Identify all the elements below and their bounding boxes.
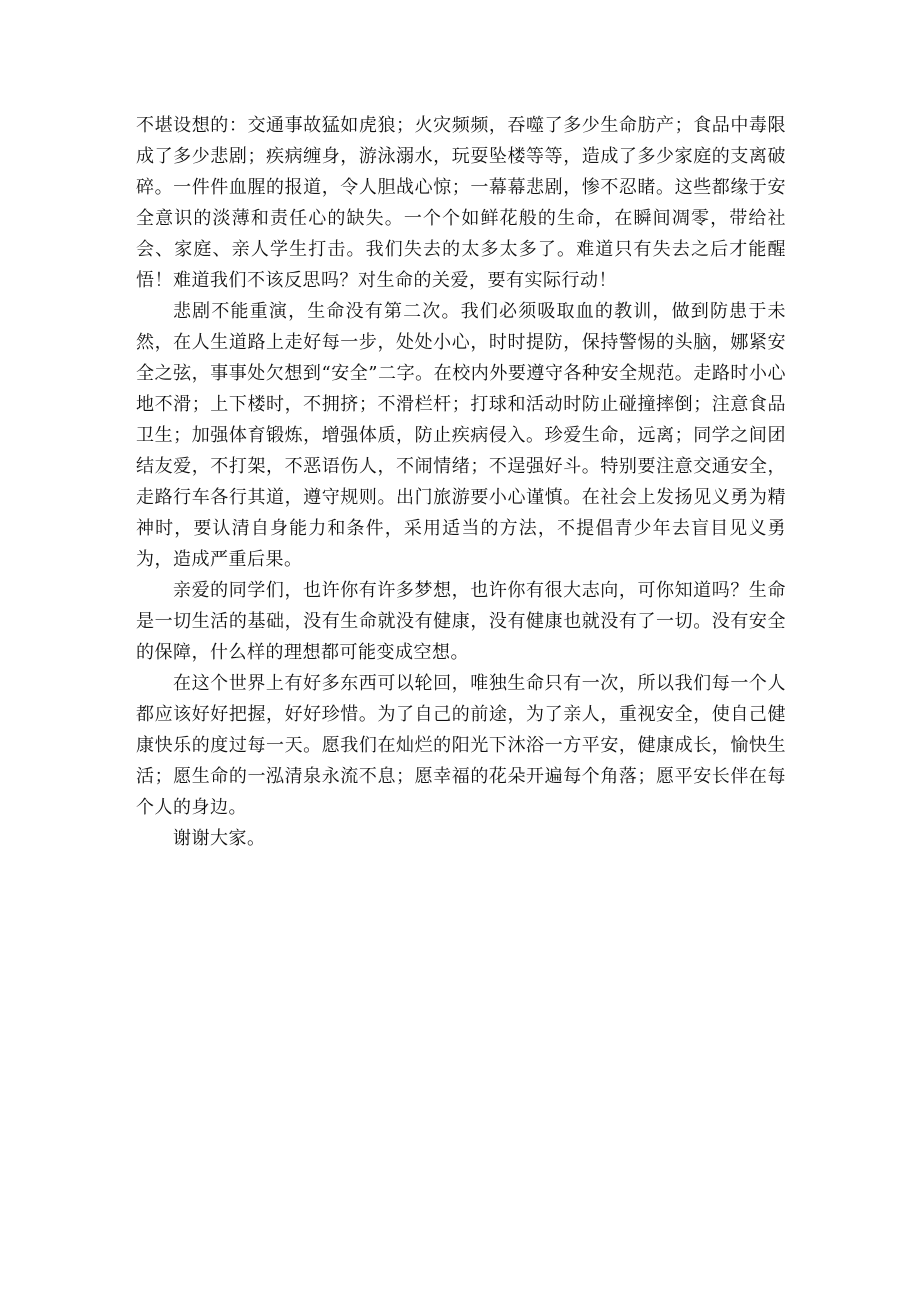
paragraph-continued: 不堪设想的：交通事故猛如虎狼；火灾频频，吞噬了多少生命肪产；食品中毒限成了多少悲剧；疾病缠身，游泳溺水，玩耍坠楼等等，造成了多少家庭的支离破碎。一件件血腥的报道，令人胆战心惊；一幕幕悲剧，惨不忍睹。这些都缘于安全意识的淡薄和责任心的缺失。一个个如鲜花般的生命，在瞬间凋零，带给社会、家庭、亲人学生打击。我们失去的太多太多了。难道只有失去之后才能醒悟！难道我们不该反思吗？对生命的关爱，要有实际行动！ [136, 115, 786, 291]
paragraph-tragedy: 悲剧不能重演，生命没有第二次。我们必须吸取血的教训，做到防患于未然，在人生道路上走好每一步，处处小心，时时提防，保持警惕的头脑，娜紧安全之弦，事事处欠想到“安全”二字。在校内外要遵守各种安全规范。走路时小心地不滑；上下楼时，不拥挤；不滑栏杆；打球和活动时防止碰撞摔倒；注意食品卫生；加强体育锻炼，增强体质，防止疾病侵入。珍爱生命，远离；同学之间团结友爱，不打架，不恶语伤人，不闹情绪；不逞强好斗。特别要注意交通安全，走路行车各行其道，遵守规则。出门旅游要小心谨慎。在社会上发扬见义勇为精神时，要认清自身能力和条件，采用适当的方法，不提倡青少年去盲目见义勇为，造成严重后果。 [136, 301, 786, 570]
paragraph-thanks: 谢谢大家。 [173, 828, 266, 849]
paragraph-dreams: 亲爱的同学们，也许你有许多梦想，也许你有很大志向，可你知道吗？生命是一切生活的基础，没有生命就没有健康，没有健康也就没有了一切。没有安全的保障，什么样的理想都可能变成空想。 [136, 580, 786, 663]
paragraph-cherish-life: 在这个世界上有好多东西可以轮回，唯独生命只有一次，所以我们每一个人都应该好好把握，好好珍惜。为了自己的前途，为了亲人，重视安全，使自己健康快乐的度过每一天。愿我们在灿烂的阳光下沐浴一方平安，健康成长，愉快生活；愿生命的一泓清泉永流不息；愿幸福的花朵开遍每个角落；愿平安长伴在每个人的身边。 [136, 673, 786, 818]
document-page [136, 110, 786, 854]
